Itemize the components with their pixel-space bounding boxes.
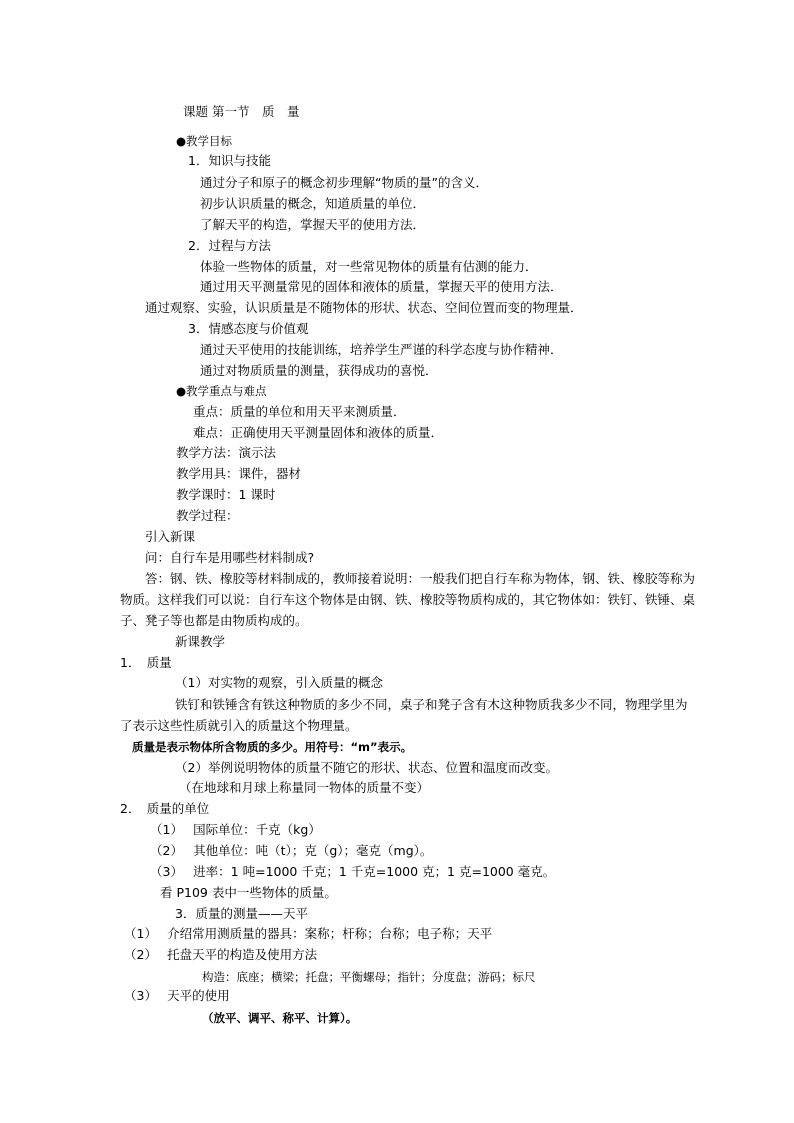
subheading-knowledge: 1．知识与技能 [188,153,271,168]
text-line: （1） 介绍常用测质量的器具：案称；杆称；台称；电子称；天平 [124,926,493,941]
text-line: （2）举例说明物体的质量不随它的形状、状态、位置和温度而改变。 [175,760,558,775]
text-line: 重点：质量的单位和用天平来测质量． [193,404,406,419]
text-line: 教学用具：课件，器材 [176,466,302,481]
section-heading-units: 2． 质量的单位 [120,801,210,816]
text-line: 通过观察、实验，认识质量是不随物体的形状、状态、空间位置而变的物理量． [145,300,583,315]
text-line: 了表示这些性质就引入的质量这个物理量。 [120,718,358,733]
text-line: 难点：正确使用天平测量固体和液体的质量． [193,425,444,440]
text-line: （在地球和月球上称量同一物体的质量不变） [179,780,430,795]
text-line: （2） 托盘天平的构造及使用方法 [124,947,318,962]
text-line: 答：钢、铁、橡胶等材料制成的，教师接着说明：一般我们把自行车称为物体，钢、铁、橡胶等称为 [145,571,696,586]
subheading-attitude: 3．情感态度与价值观 [188,321,309,336]
text-line: 物质。这样我们可以说：自行车这个物体是由钢、铁、橡胶等物质构成的，其它物体如：铁钉、铁锤、桌 [120,592,696,607]
text-line: 铁钉和铁锤含有铁这种物质的多少不同，桌子和凳子含有木这种物质我多少不同，物理学里为 [175,697,688,712]
text-line: 构造：底座；横梁；托盘；平衡螺母；指针；分度盘；游码；标尺 [202,970,536,984]
text-line: 通过分子和原子的概念初步理解“物质的量”的含义． [200,175,488,190]
text-line: 通过天平使用的技能训练，培养学生严谨的科学态度与协作精神． [200,342,563,357]
text-line: 初步认识质量的概念，知道质量的单位． [200,196,426,211]
text-line: （2） 其他单位：吨（t）；克（g）；毫克（mg）。 [150,843,433,858]
text-line: 通过用天平测量常见的固体和液体的质量，掌握天平的使用方法． [200,279,563,294]
section-heading-objectives: ●教学目标 [176,134,233,148]
section-heading-mass: 1． 质量 [120,655,172,670]
text-line: （3） 天平的使用 [124,988,230,1003]
text-line: 看 P109 表中一些物体的质量。 [160,885,337,900]
text-line: 新课教学 [175,634,226,649]
text-line: 教学课时：1 课时 [176,487,276,502]
text-line: 教学过程： [176,508,239,523]
text-line: 子、凳子等也都是由物质构成的。 [120,613,308,628]
text-line: （1）对实物的观察，引入质量的概念 [175,675,383,690]
text-line: 教学方法：演示法 [176,445,277,460]
text-line: （1） 国际单位：千克（kg） [150,822,321,837]
section-heading-measurement: 3．质量的测量——天平 [175,906,308,921]
definition-line: 质量是表示物体所含物质的多少。用符号：“m”表示。 [132,740,413,754]
subheading-process: 2．过程与方法 [188,238,271,253]
text-line: （3） 进率：1 吨=1000 千克；1 千克=1000 克；1 克=1000 毫克。 [150,864,556,879]
text-line: 问：自行车是用哪些材料制成? [145,550,315,565]
lesson-title: 课题 第一节 质 量 [183,104,300,119]
text-line: （放平、调平、称平、计算）。 [202,1011,358,1025]
text-line: 了解天平的构造，掌握天平的使用方法． [200,217,426,232]
text-line: 通过对物质质量的测量，获得成功的喜悦． [200,363,438,378]
text-line: 体验一些物体的质量，对一些常见物体的质量有估测的能力． [200,259,538,274]
text-line: 引入新课 [145,529,196,544]
section-heading-key-points: ●教学重点与难点 [176,384,267,398]
